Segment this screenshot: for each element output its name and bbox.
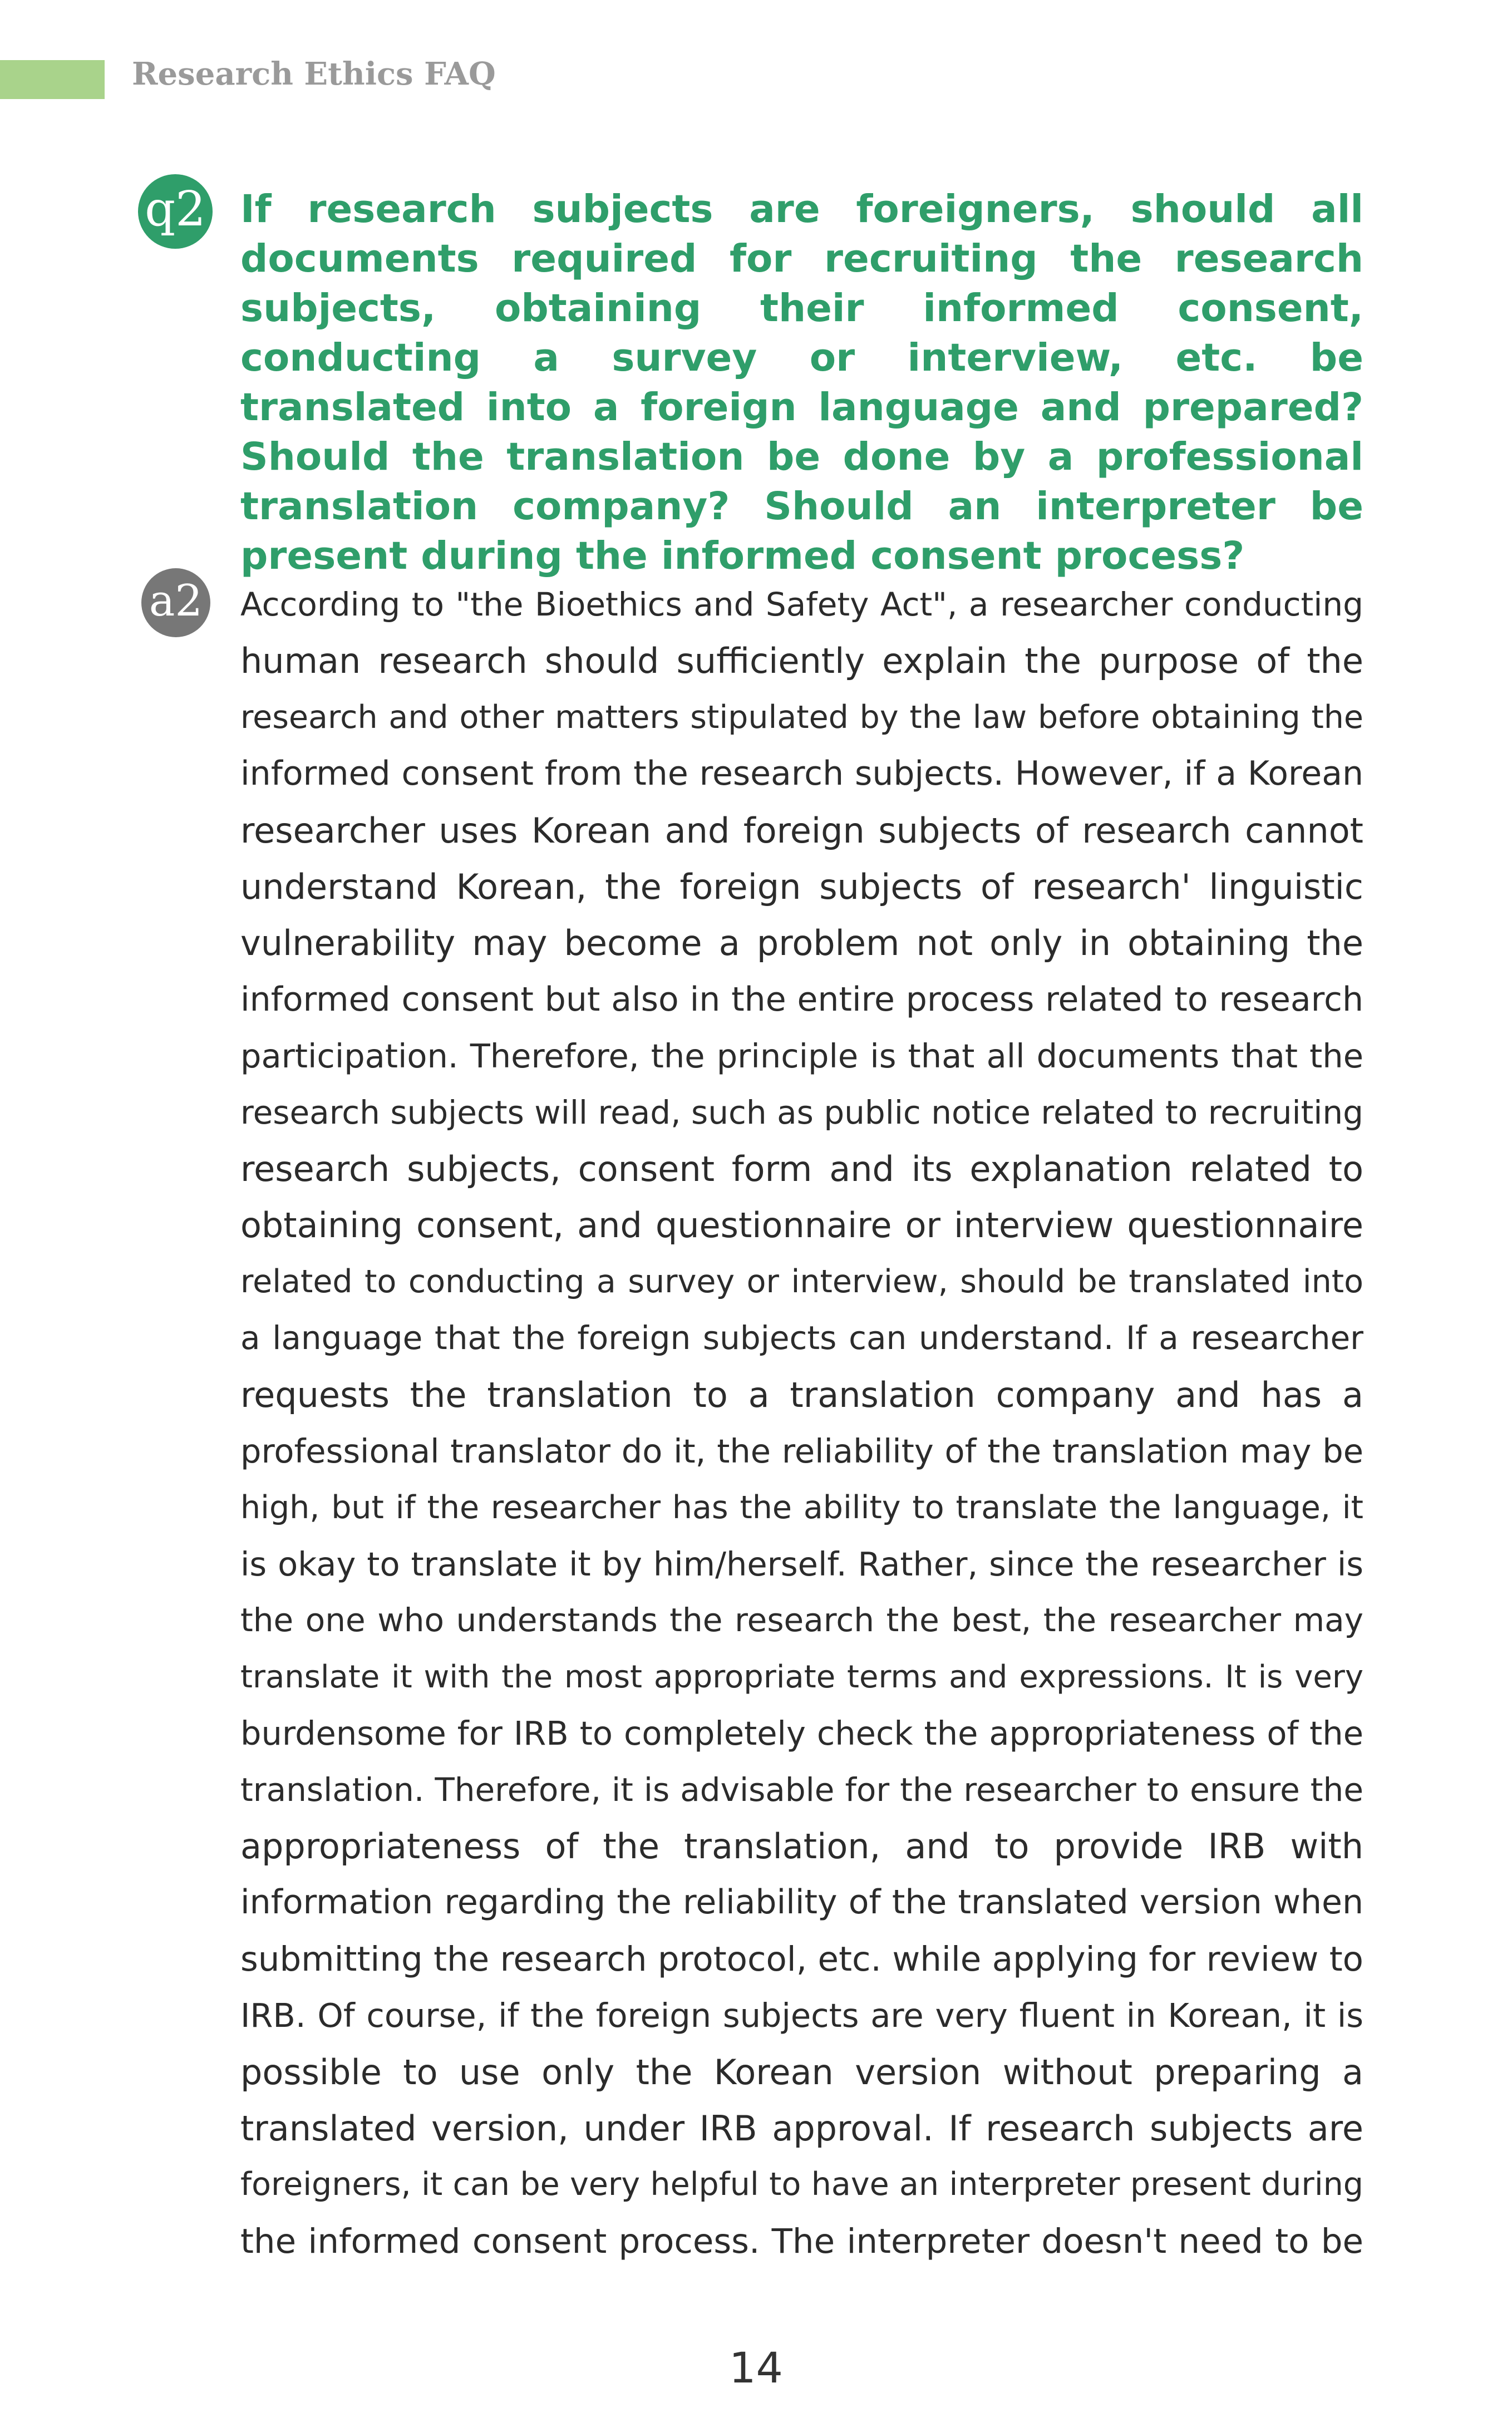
answer-line: burdensome for IRB to completely check the appropriateness of the: [240, 1714, 1363, 1753]
answer-line: researcher uses Korean and foreign subjects of research cannot: [240, 810, 1363, 851]
answer-line: IRB. Of course, if the foreign subjects are very fluent in Korean, it is: [240, 1996, 1363, 2035]
answer-line: informed consent but also in the entire process related to research: [240, 979, 1363, 1019]
page-number: 14: [729, 2343, 783, 2392]
answer-line: foreigners, it can be very helpful to have an interpreter present during: [240, 2166, 1363, 2203]
answer-line: the informed consent process. The interpreter doesn't need to be: [240, 2221, 1363, 2261]
answer-line: appropriateness of the translation, and to provide IRB with: [240, 1825, 1363, 1867]
answer-line: submitting the research protocol, etc. while applying for review to: [240, 1939, 1363, 1979]
answer-badge: a2: [141, 568, 210, 637]
answer-line: understand Korean, the foreign subjects of research' linguistic: [240, 867, 1363, 908]
answer-line: research and other matters stipulated by the law before obtaining the: [240, 698, 1363, 736]
answer-line: human research should sufficiently explain the purpose of the: [240, 641, 1363, 682]
answer-line: a language that the foreign subjects can understand. If a researcher: [240, 1319, 1363, 1357]
answer-line: translation. Therefore, it is advisable for the researcher to ensure the: [240, 1770, 1363, 1809]
running-header-title: Research Ethics FAQ: [132, 56, 496, 92]
answer-line: vulnerability may become a problem not only in obtaining the: [240, 923, 1363, 964]
answer-line: participation. Therefore, the principle is that all documents that the: [240, 1037, 1363, 1076]
header-accent-bar: [0, 60, 105, 99]
answer-line: research subjects, consent form and its explanation related to: [240, 1149, 1363, 1190]
answer-line: research subjects will read, such as public notice related to recruiting: [240, 1093, 1363, 1131]
answer-line: related to conducting a survey or interview, should be translated into: [240, 1263, 1363, 1300]
answer-line: translate it with the most appropriate terms and expressions. It is very: [240, 1658, 1363, 1695]
answer-line: translated version, under IRB approval. If research subjects are: [240, 2108, 1363, 2149]
answer-line: requests the translation to a translation company and has a: [240, 1374, 1363, 1415]
answer-text: [240, 577, 1363, 2269]
answer-line: professional translator do it, the reliability of the translation may be: [240, 1432, 1363, 1471]
question-text: If research subjects are foreigners, should all documents required for recruiting the research subjects, obtaining their informed consent, conducting a survey or interview, etc. be translated into a foreign language and prepared? Should the translation be done by a professional translation company? Should an interpreter be present during the informed consent process?: [240, 187, 1363, 578]
question-badge: q2: [138, 174, 213, 249]
answer-line: According to "the Bioethics and Safety Act", a researcher conducting: [240, 585, 1363, 623]
answer-line: is okay to translate it by him/herself. Rather, since the researcher is: [240, 1544, 1363, 1583]
answer-line: information regarding the reliability of the translated version when: [240, 1883, 1363, 1922]
answer-line: the one who understands the research the best, the researcher may: [240, 1601, 1363, 1640]
answer-line: obtaining consent, and questionnaire or interview questionnaire: [240, 1205, 1363, 1246]
answer-line: possible to use only the Korean version without preparing a: [240, 2051, 1363, 2093]
answer-line: informed consent from the research subjects. However, if a Korean: [240, 754, 1363, 794]
answer-line: high, but if the researcher has the ability to translate the language, it: [240, 1489, 1363, 1526]
